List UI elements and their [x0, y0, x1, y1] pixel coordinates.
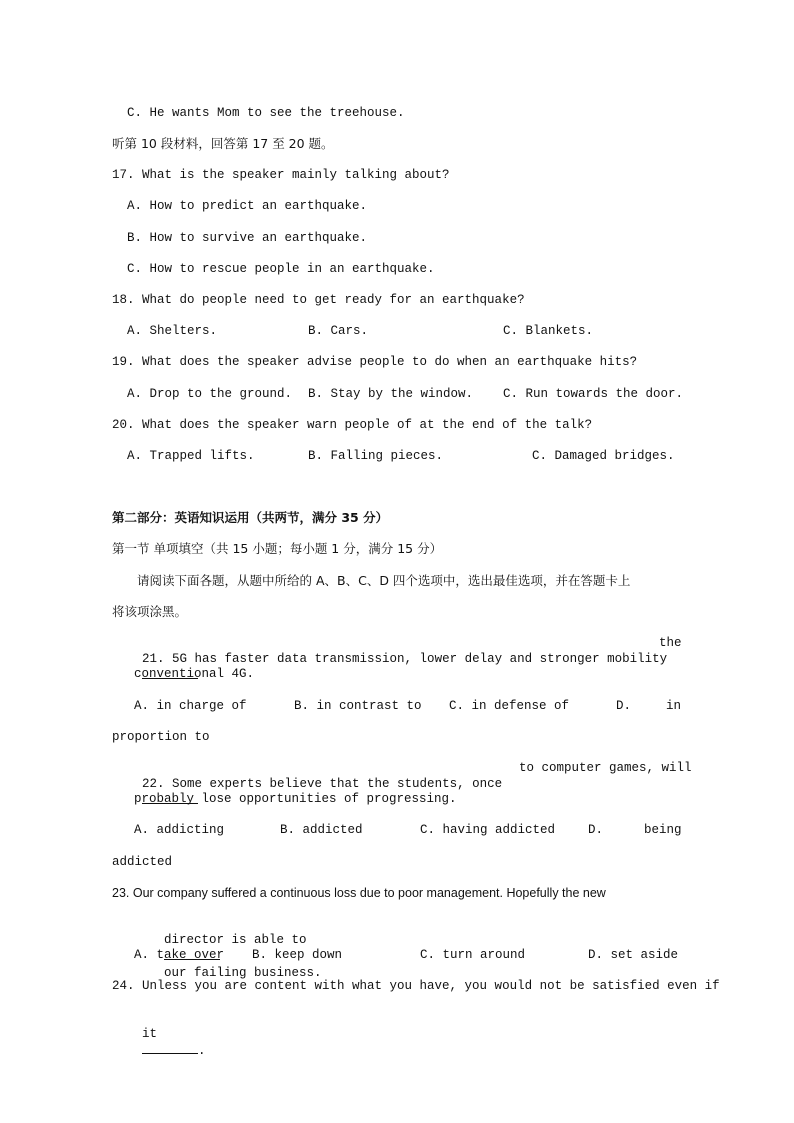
question-19: 19. What does the speaker advise people to do when an earthquake hits? — [112, 355, 638, 369]
q22-option-d-label: D. — [588, 823, 604, 837]
question-24-line-1: 24. Unless you are content with what you have, you would not be satisfied even if — [112, 979, 720, 993]
q21-line-1-end: the — [659, 636, 682, 650]
q23-option-b: B. keep down — [252, 948, 343, 962]
q22-option-b: B. addicted — [280, 823, 363, 837]
instruction-line-2: 将该项涂黑。 — [112, 604, 188, 619]
q20-option-c: C. Damaged bridges. — [532, 449, 675, 463]
q23-text-end: our failing business. — [164, 966, 322, 980]
q21-option-d-continued: proportion to — [112, 730, 210, 744]
question-17: 17. What is the speaker mainly talking about? — [112, 168, 450, 182]
instruction-line-1: 请阅读下面各题，从题中所给的 A、B、C、D 四个选项中，选出最佳选项，并在答题卡上 — [137, 573, 631, 588]
q23-text: director is able to — [164, 933, 307, 947]
question-21-line-2: conventional 4G. — [134, 667, 255, 681]
q21-option-d-label: D. — [616, 699, 632, 713]
q18-option-a: A. Shelters. — [127, 324, 218, 338]
q20-option-b: B. Falling pieces. — [308, 449, 444, 463]
q21-option-b: B. in contrast to — [294, 699, 422, 713]
q18-option-b: B. Cars. — [308, 324, 369, 338]
q24-text-end: . — [198, 1044, 206, 1058]
part-two-heading: 第二部分：英语知识运用（共两节，满分 35 分） — [112, 510, 389, 525]
q20-option-a: A. Trapped lifts. — [127, 449, 255, 463]
q17-option-a: A. How to predict an earthquake. — [127, 199, 368, 213]
q23-option-d: D. set aside — [588, 948, 679, 962]
q24-text: it — [142, 1027, 158, 1041]
q24-blank — [142, 1042, 198, 1054]
q18-option-c: C. Blankets. — [503, 324, 594, 338]
q19-option-b: B. Stay by the window. — [308, 387, 474, 401]
q22-option-c: C. having addicted — [420, 823, 556, 837]
q17-option-b: B. How to survive an earthquake. — [127, 231, 368, 245]
listening-section-instruction: 听第 10 段材料，回答第 17 至 20 题。 — [112, 136, 334, 151]
question-20: 20. What does the speaker warn people of at the end of the talk? — [112, 418, 593, 432]
q21-text: 21. 5G has faster data transmission, lower delay and stronger mobility — [142, 652, 668, 666]
q23-option-a: A. take over — [134, 948, 225, 962]
question-22-line-2: probably lose opportunities of progressing. — [134, 792, 457, 806]
question-23-line-1: 23. Our company suffered a continuous loss due to poor management. Hopefully the new — [112, 886, 606, 900]
section-one-heading: 第一节 单项填空（共 15 小题；每小题 1 分，满分 15 分） — [112, 541, 443, 556]
q16-option-c: C. He wants Mom to see the treehouse. — [127, 106, 405, 120]
q22-line-1-end: to computer games, will — [519, 761, 692, 775]
q23-option-c: C. turn around — [420, 948, 526, 962]
q17-option-c: C. How to rescue people in an earthquake. — [127, 262, 435, 276]
question-24-line-2 — [112, 1010, 206, 1075]
q21-option-d-text: in — [666, 699, 682, 713]
q21-option-c: C. in defense of — [449, 699, 570, 713]
q21-option-a: A. in charge of — [134, 699, 247, 713]
q19-option-a: A. Drop to the ground. — [127, 387, 293, 401]
q19-option-c: C. Run towards the door. — [503, 387, 684, 401]
q22-option-d-continued: addicted — [112, 855, 173, 869]
q22-option-d-text: being — [644, 823, 682, 837]
question-18: 18. What do people need to get ready for an earthquake? — [112, 293, 525, 307]
q22-option-a: A. addicting — [134, 823, 225, 837]
q22-text: 22. Some experts believe that the students, once — [142, 777, 503, 791]
